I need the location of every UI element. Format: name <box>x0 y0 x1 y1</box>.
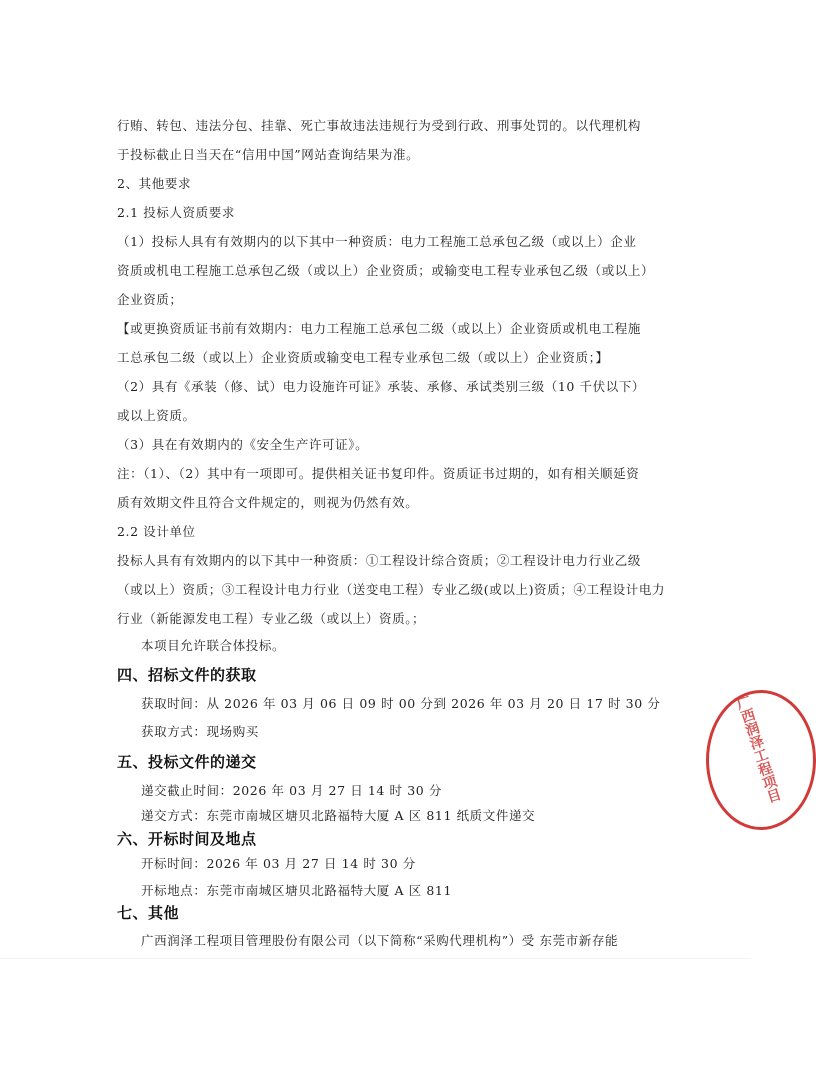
body-text-line: 投标人具有有效期内的以下其中一种资质：①工程设计综合资质；②工程设计电力行业乙级 <box>117 553 642 568</box>
other-text: 广西润泽工程项目管理股份有限公司（以下简称“采购代理机构”）受 东莞市新存能 <box>141 933 619 948</box>
note-line: 注：（1）、（2）其中有一项即可。提供相关证书复印件。资质证书过期的，如有相关顺延资 <box>117 466 640 481</box>
body-text-line: 或以上资质。 <box>117 408 196 423</box>
opening-time: 开标时间：2026 年 03 月 27 日 14 时 30 分 <box>141 856 416 871</box>
body-text-line: 【或更换资质证书前有效期内：电力工程施工总承包二级（或以上）企业资质或机电工程施 <box>117 321 642 336</box>
opening-place: 开标地点：东莞市南城区塘贝北路福特大厦 A 区 811 <box>141 883 453 898</box>
section-heading-7: 七、其他 <box>117 904 180 922</box>
section-heading-4: 四、招标文件的获取 <box>117 666 257 684</box>
body-text-line: 行业（新能源发电工程）专业乙级（或以上）资质。； <box>117 611 426 626</box>
body-text-line: （或以上）资质；③工程设计电力行业（送变电工程）专业乙级(或以上)资质；④工程设计电力 <box>117 582 666 597</box>
body-text-line: （2）具有《承装（修、试）电力设施许可证》承装、承修、承试类别三级（10 千伏以下） <box>117 379 646 394</box>
seal-text: 广西润泽工程项目 <box>732 693 783 805</box>
page-divider <box>0 958 751 959</box>
submit-deadline: 递交截止时间：2026 年 03 月 27 日 14 时 30 分 <box>141 783 442 798</box>
acquire-method: 获取方式：现场购买 <box>141 724 259 739</box>
section-heading-6: 六、开标时间及地点 <box>117 830 257 848</box>
submit-method: 递交方式：东莞市南城区塘贝北路福特大厦 A 区 811 纸质文件递交 <box>141 808 536 823</box>
subsection-title: 2.1 投标人资质要求 <box>117 205 235 220</box>
acquire-time: 获取时间：从 2026 年 03 月 06 日 09 时 00 分到 2026 年 03 月 20 日 17 时 30 分 <box>141 696 661 711</box>
body-text-line: （1）投标人具有有效期内的以下其中一种资质：电力工程施工总承包乙级（或以上）企业 <box>117 234 637 249</box>
body-text-line: 资质或机电工程施工总承包乙级（或以上）企业资质；或输变电工程专业承包乙级（或以上） <box>117 263 655 278</box>
body-text-line: （3）具在有效期内的《安全生产许可证》。 <box>117 437 369 452</box>
body-text-line: 企业资质； <box>117 292 183 307</box>
note-line: 质有效期文件且符合文件规定的，则视为仍然有效。 <box>117 495 419 510</box>
subsection-title: 2.2 设计单位 <box>117 524 196 539</box>
subsection-title: 2、其他要求 <box>117 176 192 191</box>
body-text-line: 工总承包二级（或以上）企业资质或输变电工程专业承包二级（或以上）企业资质；】 <box>117 350 609 365</box>
body-text-line: 于投标截止日当天在“信用中国”网站查询结果为准。 <box>117 147 420 162</box>
section-heading-5: 五、投标文件的递交 <box>117 753 257 771</box>
body-text-line: 行贿、转包、违法分包、挂靠、死亡事故违法违规行为受到行政、刑事处罚的。以代理机构 <box>117 118 642 133</box>
consortium-note: 本项目允许联合体投标。 <box>141 638 286 653</box>
